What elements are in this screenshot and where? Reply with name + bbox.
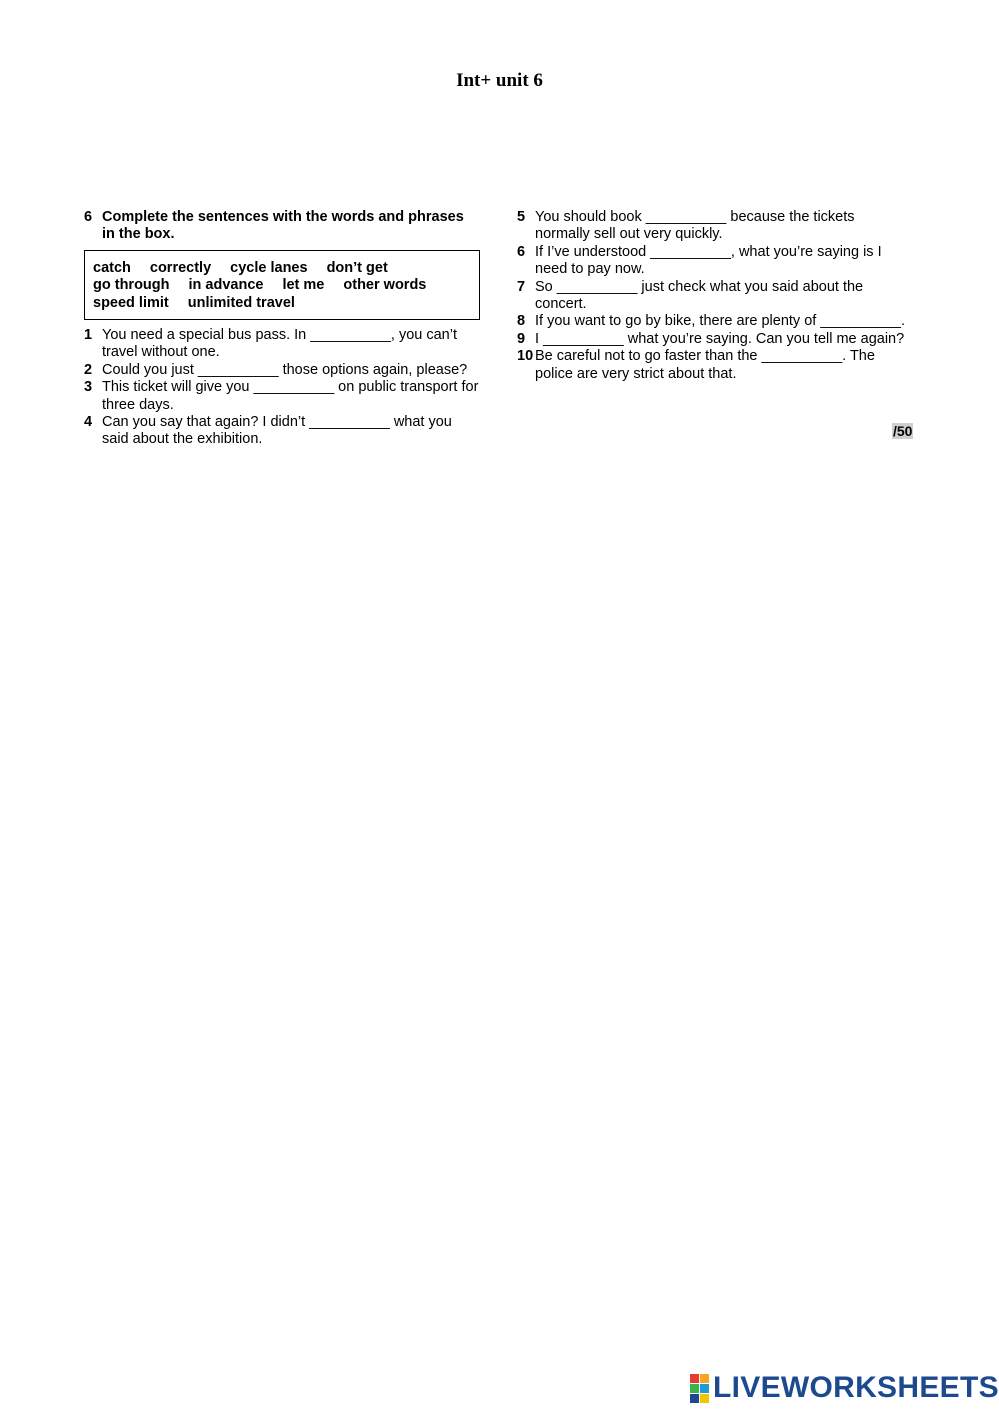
item-text: This ticket will give you __________ on public transport for three days. — [102, 379, 479, 413]
word-box-line — [93, 277, 471, 294]
exercise-item — [517, 348, 913, 383]
logo-square — [700, 1394, 709, 1403]
item-number: 2 — [84, 361, 93, 378]
item-number: 4 — [84, 414, 93, 431]
exercise-item — [517, 209, 913, 244]
exercise-item — [84, 379, 480, 414]
item-text: You need a special bus pass. In __________, you can’t travel without one. — [102, 327, 457, 361]
logo-square — [690, 1384, 699, 1393]
word-box-word: cycle lanes — [230, 259, 308, 276]
item-number: 7 — [517, 278, 526, 295]
item-number: 8 — [517, 313, 526, 330]
item-number: 5 — [517, 209, 526, 225]
exercise-item — [84, 327, 480, 362]
page-title: Int+ unit 6 — [456, 70, 543, 91]
exercise-item — [517, 279, 913, 314]
item-number: 1 — [84, 327, 93, 344]
exercise-number: 6 — [84, 209, 93, 225]
liveworksheets-logo — [690, 1372, 999, 1404]
score-total: /50 — [893, 423, 913, 439]
logo-square — [690, 1374, 699, 1383]
word-box-word: in advance — [188, 277, 264, 294]
item-text: Can you say that again? I didn’t __________ what you said about the exhibition. — [102, 414, 452, 448]
word-box-word: correctly — [149, 259, 212, 276]
exercise-item — [84, 414, 480, 449]
item-number: 10 — [517, 348, 534, 365]
item-text: Be careful not to go faster than the __________. The police are very strict about that. — [535, 348, 875, 382]
logo-square — [700, 1384, 709, 1393]
item-text: If I’ve understood __________, what you’re saying is I need to pay now. — [535, 243, 882, 278]
word-box-word: other words — [343, 277, 427, 294]
items-right-list — [517, 209, 913, 383]
item-number: 6 — [517, 243, 526, 260]
word-box-line — [93, 295, 471, 312]
logo-square — [700, 1374, 709, 1383]
word-box-word: let me — [282, 277, 325, 294]
logo-square — [690, 1394, 699, 1403]
item-number: 9 — [517, 330, 526, 347]
exercise-item — [517, 313, 913, 330]
exercise-item — [84, 362, 480, 379]
word-box — [84, 250, 480, 320]
item-text: So __________ just check what you said about the concert. — [535, 278, 864, 313]
item-number: 3 — [84, 379, 93, 396]
exercise-item — [517, 244, 913, 279]
word-box-word: speed limit — [93, 294, 169, 311]
logo-mark-icon — [690, 1374, 709, 1403]
word-box-word: unlimited travel — [187, 294, 295, 311]
word-box-line — [93, 260, 471, 277]
item-text: I __________ what you’re saying. Can you tell me again? — [535, 330, 905, 347]
logo-text: LIVEWORKSHEETS — [713, 1371, 999, 1404]
word-box-word: catch — [93, 259, 131, 276]
item-text: If you want to go by bike, there are plenty of __________. — [535, 313, 906, 330]
left-column — [84, 209, 480, 449]
right-column — [517, 209, 913, 383]
item-text: You should book __________ because the tickets normally sell out very quickly. — [535, 209, 855, 243]
exercise-instruction: Complete the sentences with the words and phrases in the box. — [102, 209, 464, 243]
word-box-word: don’t get — [326, 259, 388, 276]
exercise-heading — [84, 209, 480, 244]
item-text: Could you just __________ those options again, please? — [102, 361, 468, 378]
word-box-word: go through — [93, 277, 170, 294]
exercise-item — [517, 331, 913, 348]
items-left-list — [84, 327, 480, 449]
